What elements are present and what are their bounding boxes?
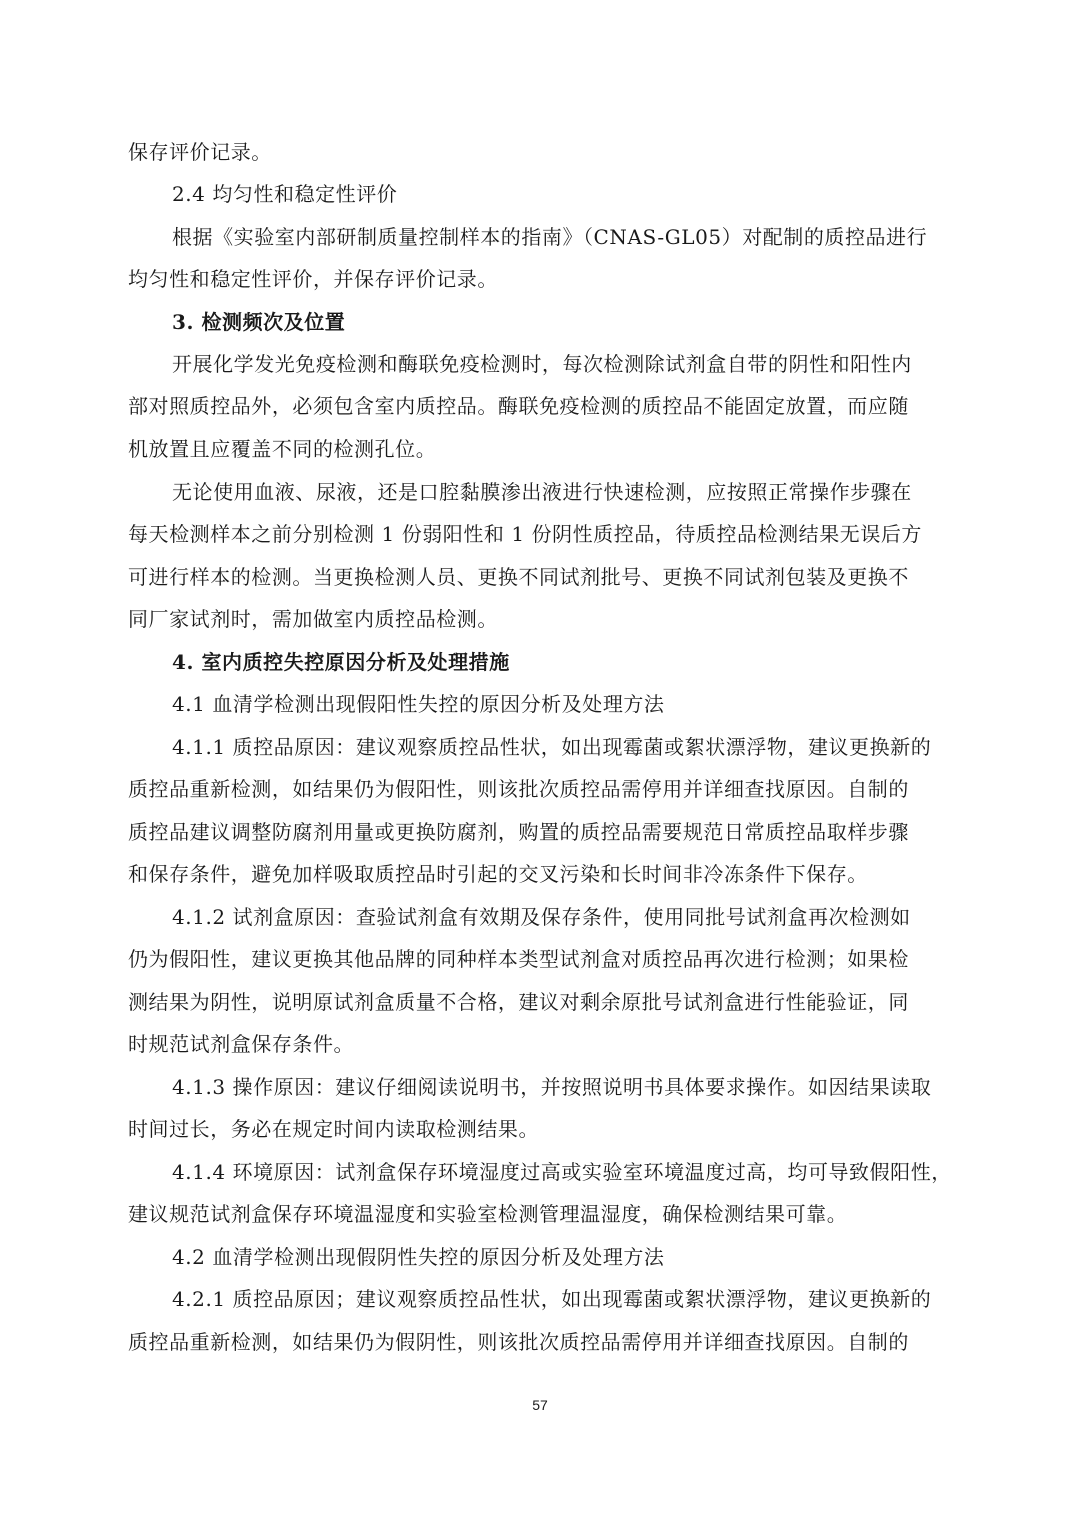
- text-line: 可进行样本的检测。当更换检测人员、更换不同试剂批号、更换不同试剂包装及更换不: [128, 565, 909, 589]
- section-heading-4-1: 4.1 血清学检测出现假阳性失控的原因分析及处理方法: [172, 692, 665, 716]
- text-line: 部对照质控品外，必须包含室内质控品。酶联免疫检测的质控品不能固定放置，而应随: [128, 394, 909, 418]
- text-line: 4.1.3 操作原因：建议仔细阅读说明书，并按照说明书具体要求操作。如因结果读取: [172, 1075, 932, 1099]
- text-line: 4.1.2 试剂盒原因：查验试剂盒有效期及保存条件，使用同批号试剂盒再次检测如: [172, 905, 911, 929]
- text-line: 质控品建议调整防腐剂用量或更换防腐剂，购置的质控品需要规范日常质控品取样步骤: [128, 820, 909, 844]
- text-line: 4.1.4 环境原因：试剂盒保存环境湿度过高或实验室环境温度过高，均可导致假阳性，: [172, 1160, 952, 1184]
- section-heading-2-4: 2.4 均匀性和稳定性评价: [172, 182, 398, 206]
- text-line: 质控品重新检测，如结果仍为假阴性，则该批次质控品需停用并详细查找原因。自制的: [128, 1330, 909, 1354]
- text-line: 机放置且应覆盖不同的检测孔位。: [128, 437, 437, 461]
- text-line: 建议规范试剂盒保存环境温湿度和实验室检测管理温湿度，确保检测结果可靠。: [128, 1202, 848, 1226]
- text-line: 质控品重新检测，如结果仍为假阳性，则该批次质控品需停用并详细查找原因。自制的: [128, 777, 909, 801]
- text-line: 每天检测样本之前分别检测 1 份弱阳性和 1 份阴性质控品，待质控品检测结果无误后方: [128, 522, 922, 546]
- section-heading-3: 3. 检测频次及位置: [172, 310, 346, 334]
- text-line: 4.2.1 质控品原因；建议观察质控品性状，如出现霉菌或絮状漂浮物，建议更换新的: [172, 1287, 932, 1311]
- text-line: 根据《实验室内部研制质量控制样本的指南》（CNAS-GL05）对配制的质控品进行: [172, 225, 928, 249]
- text-line: 同厂家试剂时，需加做室内质控品检测。: [128, 607, 498, 631]
- section-heading-4: 4. 室内质控失控原因分析及处理措施: [172, 650, 510, 674]
- text-line: 时规范试剂盒保存条件。: [128, 1032, 355, 1056]
- page-number: 57: [532, 1397, 548, 1413]
- section-heading-4-2: 4.2 血清学检测出现假阴性失控的原因分析及处理方法: [172, 1245, 665, 1269]
- text-line: 开展化学发光免疫检测和酶联免疫检测时，每次检测除试剂盒自带的阴性和阳性内: [172, 352, 912, 376]
- text-line: 测结果为阴性，说明原试剂盒质量不合格，建议对剩余原批号试剂盒进行性能验证，同: [128, 990, 909, 1014]
- text-line: 4.1.1 质控品原因：建议观察质控品性状，如出现霉菌或絮状漂浮物，建议更换新的: [172, 735, 932, 759]
- text-line: 仍为假阳性，建议更换其他品牌的同种样本类型试剂盒对质控品再次进行检测；如果检: [128, 947, 909, 971]
- text-line: 和保存条件，避免加样吸取质控品时引起的交叉污染和长时间非冷冻条件下保存。: [128, 862, 868, 886]
- text-line: 均匀性和稳定性评价，并保存评价记录。: [128, 267, 498, 291]
- text-line: 无论使用血液、尿液，还是口腔黏膜渗出液进行快速检测，应按照正常操作步骤在: [172, 480, 912, 504]
- text-line: 时间过长，务必在规定时间内读取检测结果。: [128, 1117, 539, 1141]
- text-line: 保存评价记录。: [128, 140, 272, 164]
